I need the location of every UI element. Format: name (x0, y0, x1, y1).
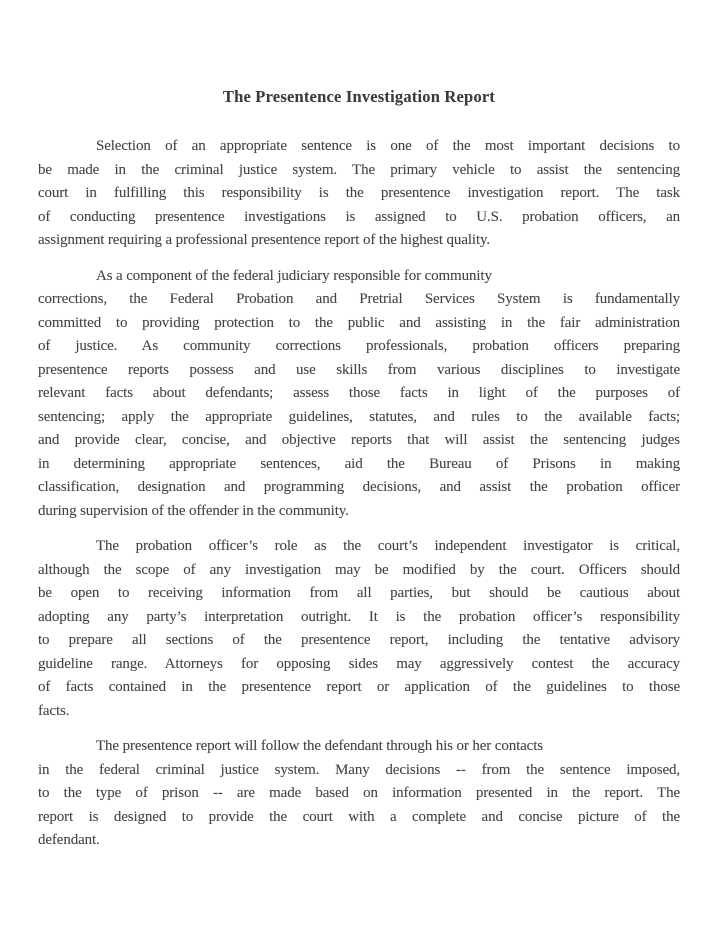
text-line: be made in the criminal justice system. The primary vehicle to assist the sentencing (38, 161, 680, 178)
text-line: presentence reports possess and use skills from various disciplines to investigate (38, 361, 680, 378)
paragraph (38, 135, 680, 253)
text-line: in determining appropriate sentences, aid the Bureau of Prisons in making (38, 455, 680, 472)
text-line: defendant. (38, 832, 100, 848)
text-line: although the scope of any investigation may be modified by the court. Officers should (38, 561, 680, 578)
paragraph (38, 735, 680, 853)
text-line: relevant facts about defendants; assess those facts in light of the purposes of (38, 385, 680, 401)
text-line: assignment requiring a professional presentence report of the highest quality. (38, 232, 491, 248)
paragraph (38, 265, 680, 524)
text-line: corrections, the Federal Probation and Pretrial Services System is fundamentally (38, 291, 680, 307)
text-line: The presentence report will follow the defendant through his or her contacts (96, 738, 543, 754)
text-line: adopting any party’s interpretation outright. It is the probation officer’s responsibility (38, 608, 680, 625)
paragraph (38, 535, 680, 723)
text-line: of conducting presentence investigations is assigned to U.S. probation officers, an (38, 208, 680, 225)
text-line: classification, designation and programming decisions, and assist the probation officer (38, 479, 680, 495)
text-line: to prepare all sections of the presentence report, including the tentative advisory (38, 632, 680, 648)
text-line: sentencing; apply the appropriate guidelines, statutes, and rules to the available facts; (38, 408, 680, 425)
text-line: committed to providing protection to the public and assisting in the fair administration (38, 314, 680, 331)
text-line: in the federal criminal justice system. Many decisions -- from the sentence imposed, (38, 761, 680, 778)
page-title: The Presentence Investigation Report (222, 87, 496, 106)
document-body (38, 135, 680, 853)
text-line: of justice. As community corrections professionals, probation officers preparing (38, 338, 680, 354)
text-line: of facts contained in the presentence report or application of the guidelines to those (38, 679, 680, 695)
text-line: Selection of an appropriate sentence is one of the most important decisions to (96, 138, 680, 154)
text-line: facts. (38, 702, 70, 719)
text-line: guideline range. Attorneys for opposing sides may aggressively contest the accuracy (38, 655, 680, 672)
text-line: be open to receiving information from all parties, but should be cautious about (38, 585, 680, 601)
text-line: and provide clear, concise, and objective reports that will assist the sentencing judges (38, 432, 680, 448)
text-line: to the type of prison -- are made based on information presented in the report. The (38, 785, 680, 801)
text-line: The probation officer’s role as the court’s independent investigator is critical, (96, 538, 680, 554)
text-line: court in fulfilling this responsibility is the presentence investigation report. The task (38, 185, 680, 201)
text-line: during supervision of the offender in the community. (38, 502, 349, 519)
text-line: report is designed to provide the court with a complete and concise picture of the (38, 808, 680, 825)
text-line: As a component of the federal judiciary responsible for community (96, 267, 492, 284)
